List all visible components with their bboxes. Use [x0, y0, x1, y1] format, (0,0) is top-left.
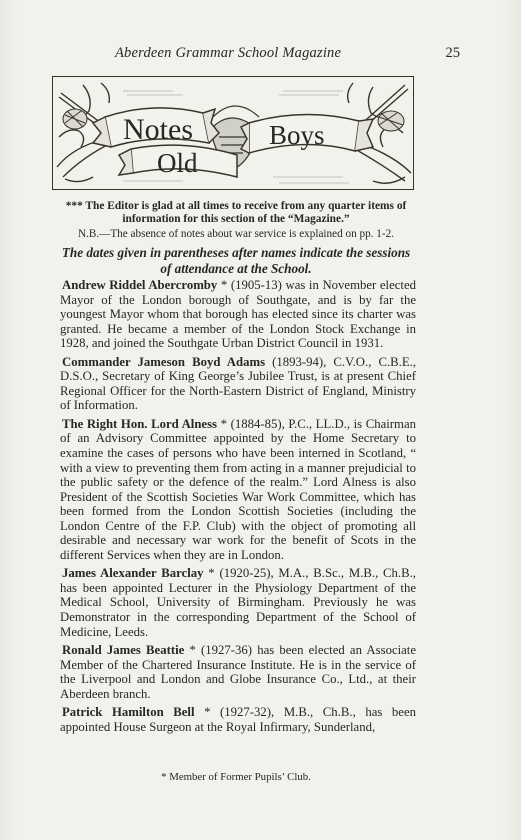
entry-alness — [60, 417, 416, 562]
entry-text: * (1905-13) was in November elected Mayor of the London borough of Southgate, and is by far the youngest Mayor whom that borough has elected since its charter was granted. He became a member of the London Stock Exchange in 1928, and joined the Southgate Urban District Council in 1931. — [60, 278, 416, 351]
old-boys-notes-banner — [52, 76, 414, 190]
page-number: 25 — [445, 45, 460, 61]
entry-text: (1893-94), C.V.O., C.B.E., D.S.O., Secretary of King George’s Jubilee Trust, is at present Chief Regional Officer for the North-Eastern District of England, Ministry of Information. — [60, 354, 417, 413]
war-service-note: N.B.—The absence of notes about war service is explained on pp. 1-2. — [78, 228, 394, 240]
entry-name: James Alexander Barclay — [62, 566, 204, 581]
entry-barclay — [60, 566, 416, 639]
entry-name: Patrick Hamilton Bell — [62, 705, 195, 720]
entry-text: * (1927-36) has been elected an Associate Member of the Chartered Insurance Institute. He is in the service of the Liverpool and London and Globe Insurance Co., Ltd., at their Aberdeen branch. — [60, 643, 417, 701]
banner-notes-text: Notes — [123, 113, 193, 146]
editor-notice: *** The Editor is glad at all times to receive from any quarter items of information for this section of the “Magazine.” — [65, 200, 407, 225]
running-title: Aberdeen Grammar School Magazine — [115, 45, 342, 61]
running-head — [60, 45, 460, 63]
dates-explanation: The dates given in parentheses after names indicate the sessions of attendance at the School. — [61, 245, 411, 276]
entry-name: Ronald James Beattie — [62, 643, 185, 658]
entry-beattie — [60, 643, 416, 701]
entry-bell — [60, 705, 416, 734]
entry-text: * (1920-25), M.A., B.Sc., M.B., Ch.B., has been appointed Lecturer in the Physiology Department of the Medical School, University of Birmingham. Previously he was Demonstrator in the corresponding Department of the School of Medicine, Leeds. — [60, 566, 416, 639]
footnote: * Member of Former Pupils’ Club. — [161, 771, 311, 783]
banner-boys-text: Boys — [269, 120, 325, 150]
banner-illustration — [53, 77, 415, 191]
entry-text: * (1884-85), P.C., LL.D., is Chairman of an Advisory Committee appointed by the Home Secretary to examine the cases of persons who have been interned in Scotland, “ with a view to preventing them from acting in a manner prejudicial to the public safety or the defence of the realm.” Lord Alness is also President of the Scottish Societies War Work Committee, which has been formed from the London Scottish Societies (including the London Centre of the F.P. Club) with the object of promoting all desirable and necessary war work for the benefit of Scots in the different Services when they are in London. — [60, 416, 416, 562]
entry-adams — [60, 355, 416, 413]
entry-text: * (1927-32), M.B., Ch.B., has been appointed House Surgeon at the Royal Infirmary, Sunderland, — [60, 705, 416, 734]
entry-name: Commander Jameson Boyd Adams — [62, 354, 266, 369]
entry-name: The Right Hon. Lord Alness — [62, 416, 218, 431]
entry-name: Andrew Riddel Abercromby — [62, 278, 218, 292]
banner-old-text: Old — [157, 148, 198, 178]
old-boys-entries — [60, 278, 416, 738]
entry-abercromby — [60, 278, 416, 351]
